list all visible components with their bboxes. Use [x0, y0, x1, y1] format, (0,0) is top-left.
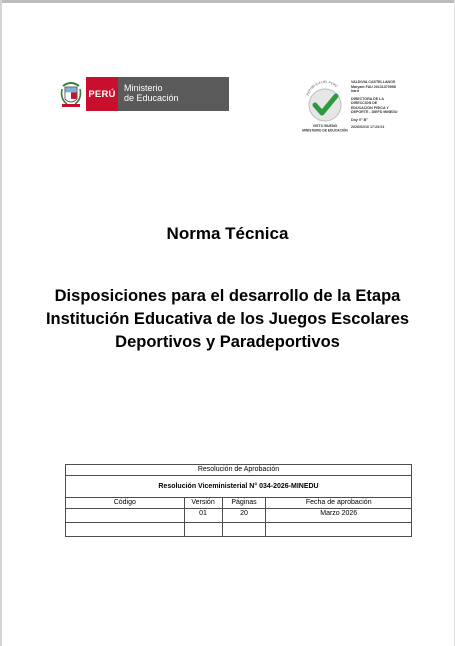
empty-cell: [66, 523, 185, 537]
signature-seal-icon: [300, 80, 350, 134]
pages-header: Páginas: [222, 498, 266, 509]
ministry-label: [118, 77, 229, 111]
seal-caption-2: MINISTERIO DE EDUCACIÓN: [302, 128, 348, 133]
seal-top-text: REPÚBLICA DEL PERÚ: [305, 80, 339, 97]
peru-label: PERÚ: [86, 77, 118, 111]
ministry-logo: [58, 77, 229, 111]
approval-date-header: Fecha de aprobación: [266, 498, 412, 509]
signature-line: Doy V° B°: [351, 117, 368, 122]
signature-line: DIRECCION DE: [351, 101, 378, 105]
coat-of-arms-icon: [58, 77, 84, 111]
page-top-border: [0, 0, 455, 3]
empty-cell: [266, 523, 412, 537]
empty-cell: [222, 523, 266, 537]
pages-value: 20: [222, 509, 266, 523]
signature-line: hard: [351, 89, 359, 93]
signature-line: 2026/02/10 17:23:01: [351, 125, 385, 129]
resolution-number: Resolución Viceministerial N° 034-2026-MINEDU: [66, 476, 412, 498]
empty-cell: [184, 523, 222, 537]
signature-details: [351, 80, 451, 130]
ministry-line2: de Educación: [124, 93, 179, 103]
ministry-line1: Ministerio: [124, 83, 163, 93]
code-header: Código: [66, 498, 185, 509]
seal-caption-1: VISTO BUENO: [312, 124, 338, 128]
document-type-title: Norma Técnica: [166, 224, 289, 243]
signature-line: EDUCACION FISICA Y: [351, 105, 389, 110]
approval-table: [65, 464, 412, 537]
signature-line: DEPORTE - DIEFD MINEDU: [351, 110, 398, 114]
signature-line: DIRECTORA DE LA: [351, 96, 384, 101]
document-subtitle: Disposiciones para el desarrollo de la Etapa Institución Educativa de los Juegos Escolares Deportivos y Paradeportivos: [45, 287, 410, 351]
page-left-border: [0, 0, 2, 646]
version-header: Versión: [184, 498, 222, 509]
signature-line: VALDIVIA CASTELLANOS: [351, 80, 396, 84]
approval-header: Resolución de Aprobación: [66, 465, 412, 476]
code-value: [66, 509, 185, 523]
version-value: 01: [184, 509, 222, 523]
approval-date-value: Marzo 2026: [266, 509, 412, 523]
signature-line: Maryam FAU 20131370998: [351, 84, 396, 89]
